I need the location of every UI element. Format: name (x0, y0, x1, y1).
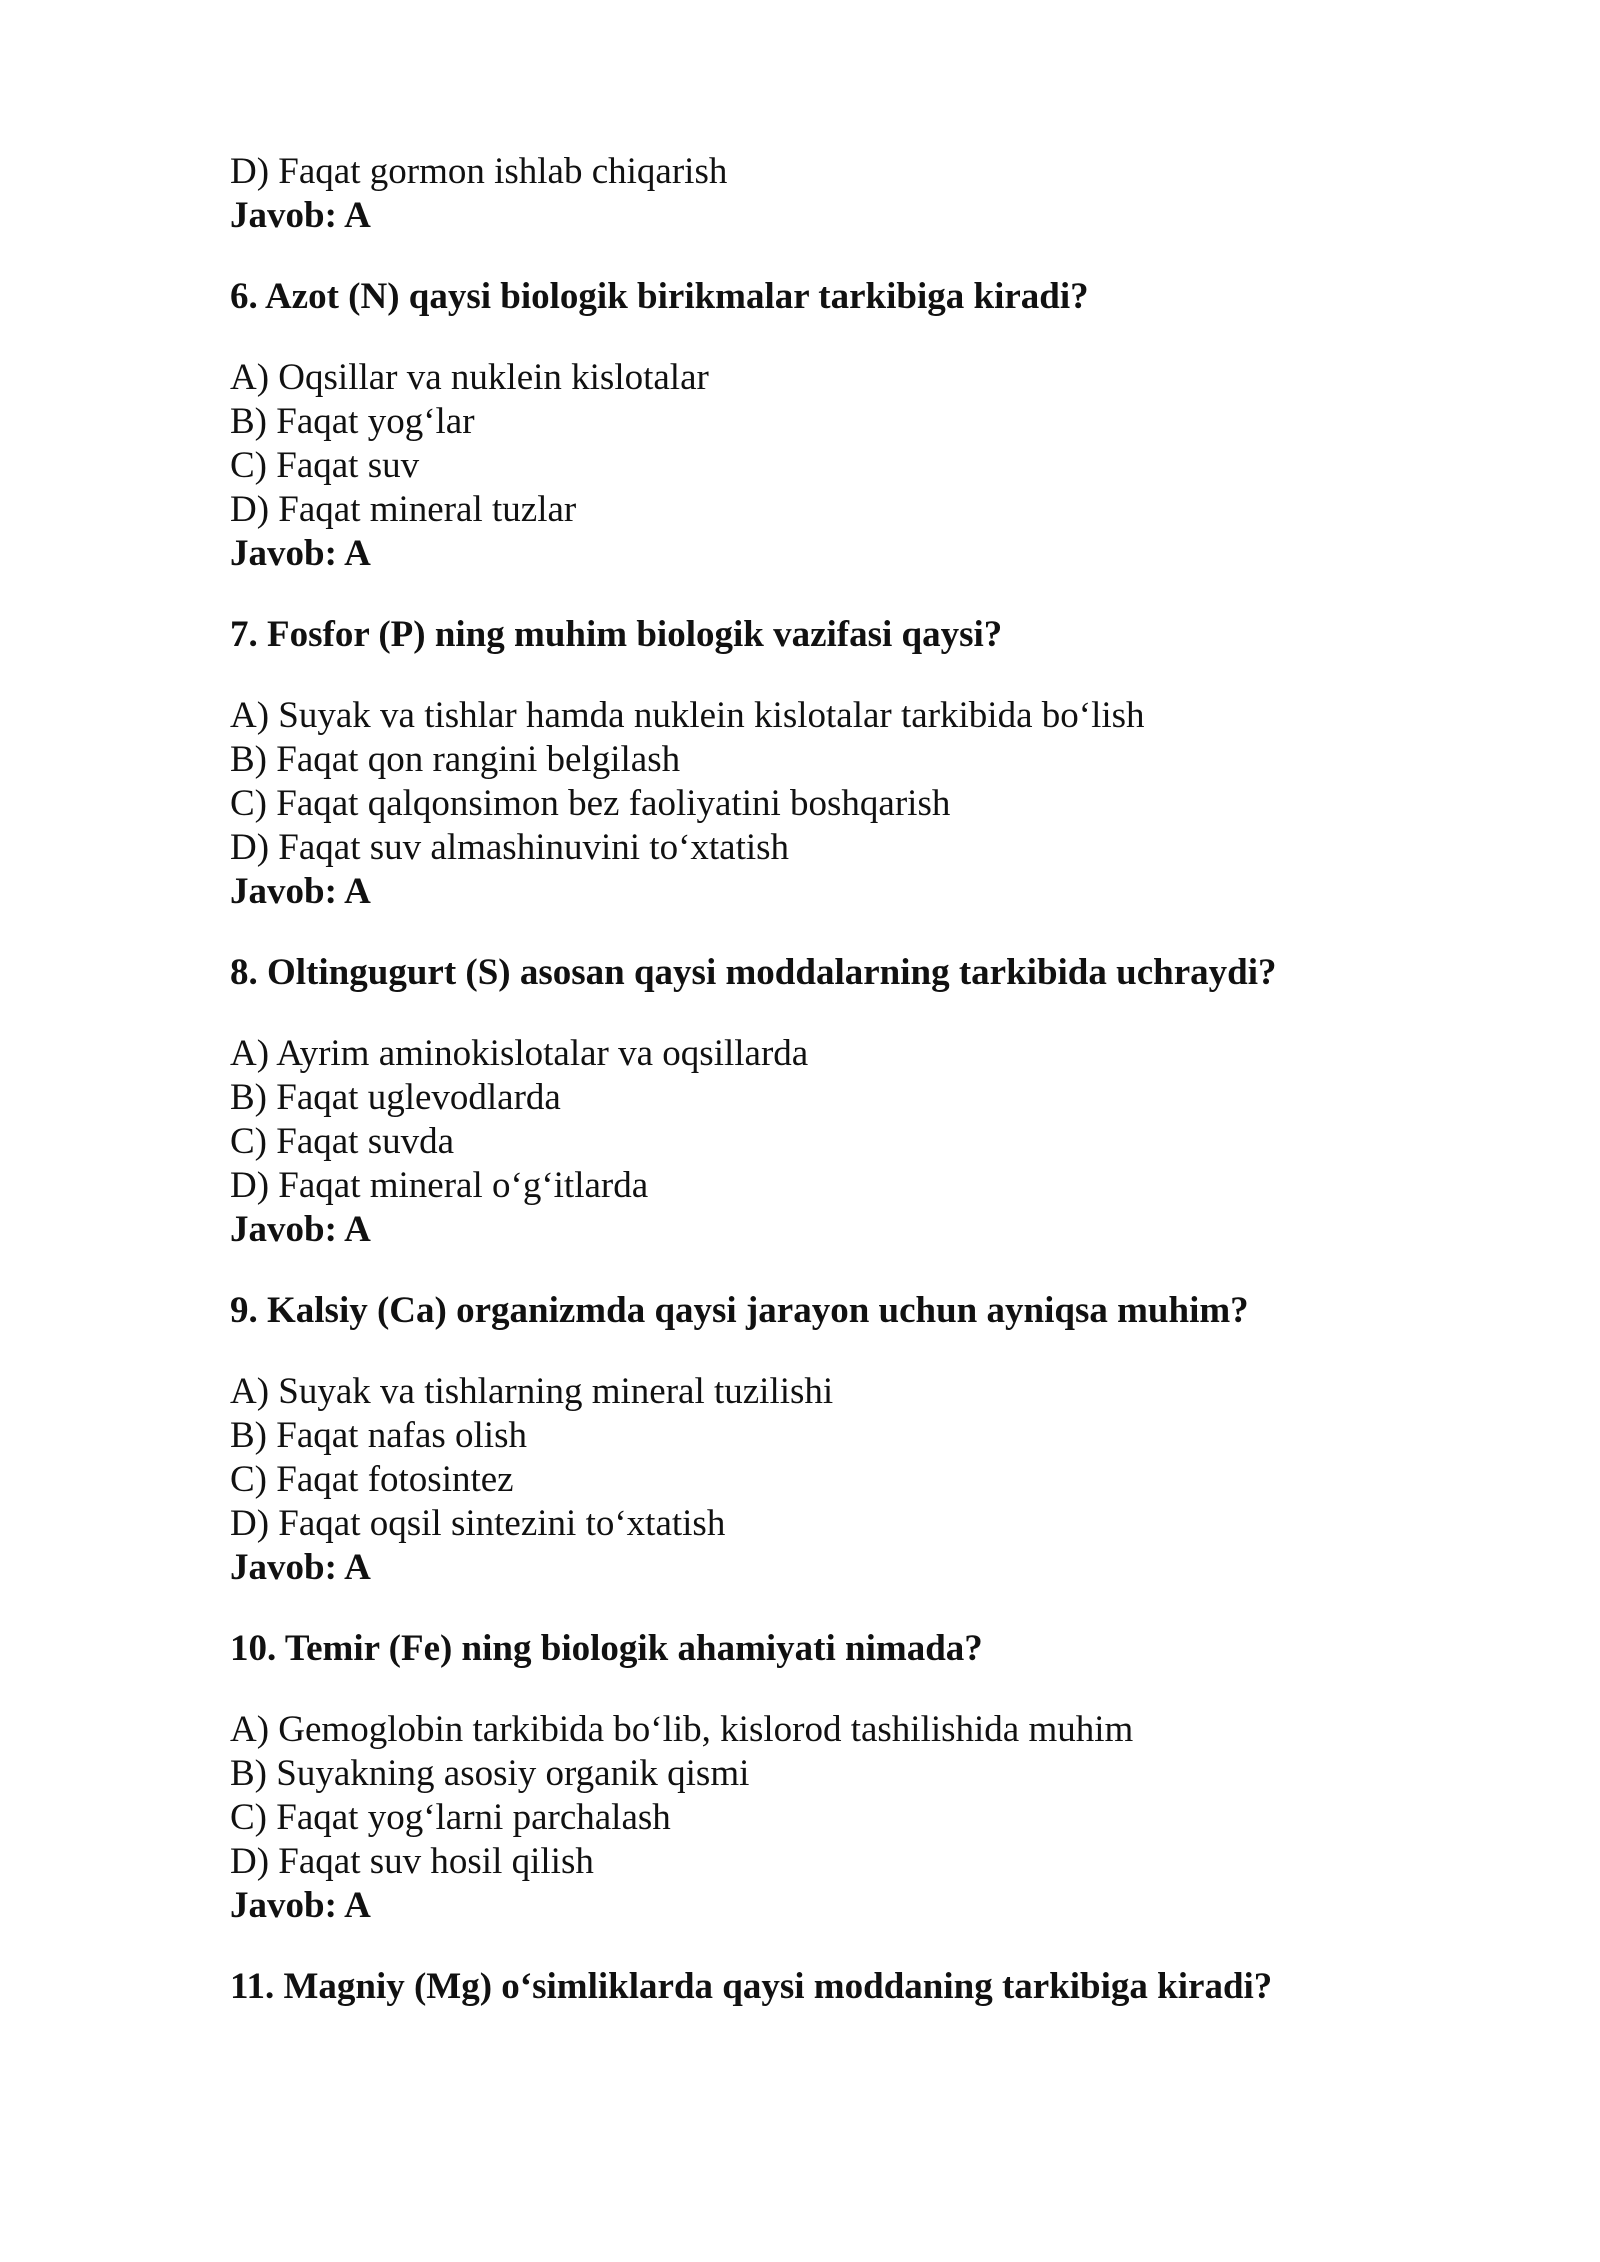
answer-line: Javob: A (230, 1885, 371, 1926)
option-a: A) Suyak va tishlarning mineral tuzilishi (230, 1371, 834, 1412)
answer-line: Javob: A (230, 195, 371, 236)
option-b: B) Suyakning asosiy organik qismi (230, 1753, 750, 1794)
option-a: A) Ayrim aminokislotalar va oqsillarda (230, 1033, 809, 1074)
answer-line: Javob: A (230, 533, 371, 574)
option-b: B) Faqat nafas olish (230, 1415, 527, 1456)
option-d: D) Faqat mineral tuzlar (230, 489, 577, 530)
question-title: 7. Fosfor (P) ning muhim biologik vazifasi qaysi? (230, 614, 1003, 655)
option-a: A) Gemoglobin tarkibida bo‘lib, kislorod tashilishida muhim (230, 1709, 1134, 1750)
document-page (230, 150, 1430, 2046)
option-c: C) Faqat suvda (230, 1121, 455, 1162)
option-c: C) Faqat yog‘larni parchalash (230, 1797, 671, 1838)
question-title: 8. Oltingugurt (S) asosan qaysi moddalarning tarkibida uchraydi? (230, 952, 1277, 993)
option-b: B) Faqat yog‘lar (230, 401, 475, 442)
question-title: 10. Temir (Fe) ning biologik ahamiyati nimada? (230, 1628, 983, 1669)
option-b: B) Faqat uglevodlarda (230, 1077, 561, 1118)
option-c: C) Faqat suv (230, 445, 420, 486)
option-d: D) Faqat mineral o‘g‘itlarda (230, 1165, 649, 1206)
option-a: A) Suyak va tishlar hamda nuklein kislotalar tarkibida bo‘lish (230, 695, 1145, 736)
answer-line: Javob: A (230, 1209, 371, 1250)
question-title: 9. Kalsiy (Ca) organizmda qaysi jarayon uchun ayniqsa muhim? (230, 1290, 1249, 1331)
answer-line: Javob: A (230, 871, 371, 912)
option-d: D) Faqat suv almashinuvini to‘xtatish (230, 827, 790, 868)
answer-line: Javob: A (230, 1547, 371, 1588)
option-a: A) Oqsillar va nuklein kislotalar (230, 357, 709, 398)
option-b: B) Faqat qon rangini belgilash (230, 739, 681, 780)
option-d: D) Faqat suv hosil qilish (230, 1841, 594, 1882)
option-d: D) Faqat gormon ishlab chiqarish (230, 151, 728, 192)
option-c: C) Faqat fotosintez (230, 1459, 514, 1500)
question-title: 11. Magniy (Mg) o‘simliklarda qaysi moddaning tarkibiga kiradi? (230, 1966, 1273, 2007)
question-title: 6. Azot (N) qaysi biologik birikmalar tarkibiga kiradi? (230, 276, 1089, 317)
option-d: D) Faqat oqsil sintezini to‘xtatish (230, 1503, 726, 1544)
option-c: C) Faqat qalqonsimon bez faoliyatini boshqarish (230, 783, 951, 824)
